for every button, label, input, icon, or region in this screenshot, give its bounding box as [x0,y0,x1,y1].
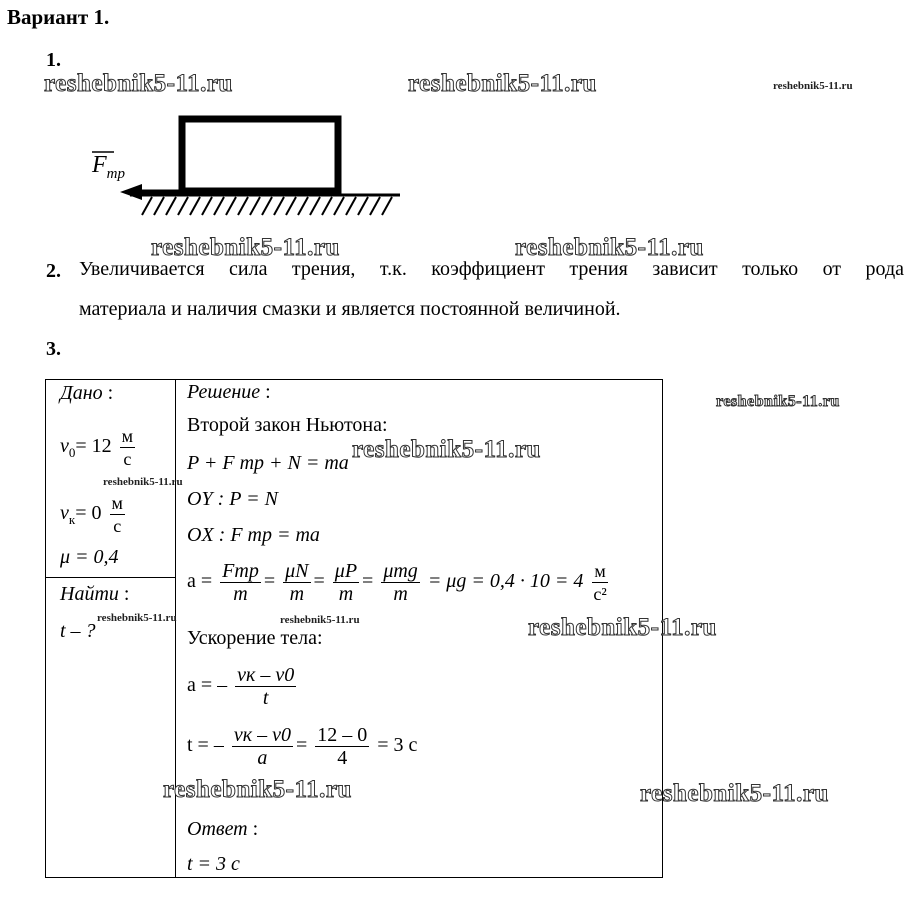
t-formula: t = – $\frac{vк - v0}{a}$ = $\frac{12 - 0}{4}$ = 3 с [187,724,418,769]
watermark: reshebnik5-11.ru [151,234,340,261]
answer-header: Ответ : [187,818,259,840]
watermark: reshebnik5-11.ru [773,80,853,92]
watermark: reshebnik5-11.ru [515,234,704,261]
watermark: reshebnik5-11.ru [716,393,840,410]
watermark: reshebnik5-11.ru [44,70,233,97]
oy-equation: OY : P = N [187,488,278,510]
watermark: reshebnik5-11.ru [352,436,541,463]
given-vk: $v_к= 0$ $\frac{м}{с}$ [60,493,123,536]
task2-number: 2. [46,260,61,282]
watermark: reshebnik5-11.ru [280,614,360,626]
answer-value: t = 3 с [187,853,240,875]
given-v0: $v_0= 12$ $\frac{м}{с}$ [60,426,134,469]
friction-diagram [80,110,420,225]
watermark: reshebnik5-11.ru [640,780,829,807]
watermark: reshebnik5-11.ru [97,612,177,624]
task2-line1: Увеличивается сила трения, т.к. коэффициент трения зависит только от рода [79,258,904,280]
find-header: Найти : [60,583,130,605]
table-divider-horizontal [45,577,176,578]
watermark: reshebnik5-11.ru [408,70,597,97]
solution-header: Решение : [187,381,271,403]
task1-number: 1. [46,49,61,71]
ground-hatching [142,197,392,215]
page-title: Вариант 1. [7,5,110,29]
watermark: reshebnik5-11.ru [103,476,183,488]
vector-equation: P + F тр + N = ma [187,452,349,474]
watermark: reshebnik5-11.ru [163,776,352,803]
task3-number: 3. [46,338,61,360]
watermark: reshebnik5-11.ru [528,614,717,641]
given-mu: μ = 0,4 [60,546,119,568]
task2-line2: материала и наличия смазки и является постоянной величиной. [79,298,621,320]
find-item: t – ? [60,620,96,642]
block-rect [182,119,338,191]
acceleration-calculation: a = $\frac{\text{Fтр}}{m}$ = $\frac{\mu N}{m}$ = $\frac{\mu P}{m}$ = $\frac{\text{μmg}}{m}$ = μg = 0,4 · 10 = 4 $\frac{м}{\text{с²}}$ [187,560,607,605]
ox-equation: OX : F тр = ma [187,524,320,546]
acceleration-text: Ускорение тела: [187,627,323,649]
force-label: $F_{тр}$ [92,152,126,182]
a-formula: a = – $\frac{vк - v0}{t}$ [187,664,295,709]
force-arrow-head [120,184,142,200]
given-header: Дано : [60,382,114,404]
newton-law-text: Второй закон Ньютона: [187,414,388,436]
